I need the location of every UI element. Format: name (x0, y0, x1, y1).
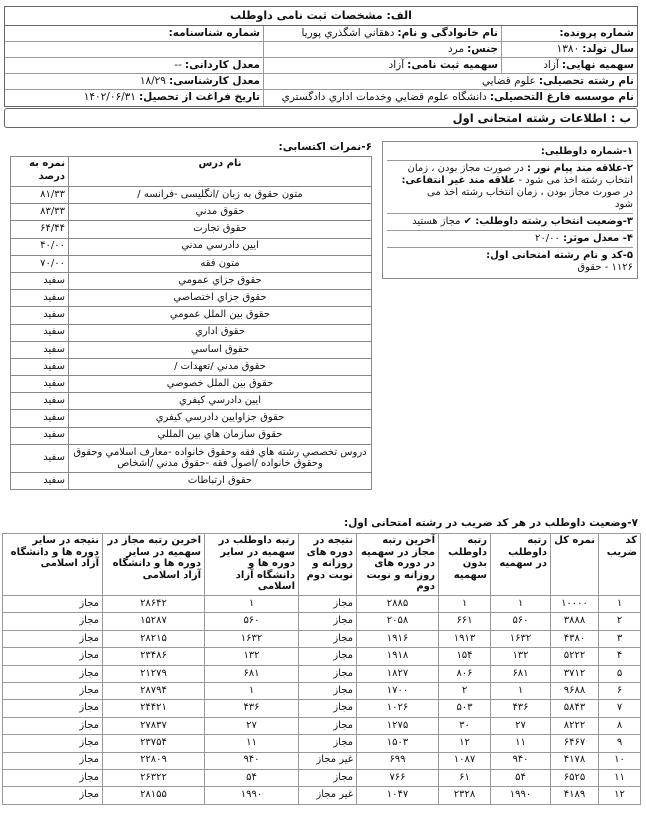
payam-noor-text-b: انتخاب رشته اخذ می شود - (518, 175, 633, 186)
grades-table (10, 156, 372, 490)
payam-noor-label: ۲-علاقه مند پیام نور : (527, 163, 633, 174)
course-grade: سفید (11, 341, 69, 358)
table-row (11, 358, 372, 375)
table-row (11, 238, 372, 255)
table-cell: ۱۳۲ (491, 648, 551, 665)
table-cell: مجاز (3, 700, 103, 717)
table-cell: مجاز (299, 717, 357, 734)
table-cell: ۳ (599, 630, 641, 647)
table-cell: ۱ (491, 682, 551, 699)
table-cell: ۲۳۴۸۶ (103, 648, 205, 665)
table-cell: مجاز (3, 596, 103, 613)
table-cell: مجاز (3, 752, 103, 769)
table-row (11, 427, 372, 444)
gender-value: مرد (448, 42, 465, 55)
table-cell: ۱۳۲ (205, 648, 299, 665)
table-row (3, 735, 641, 752)
table-row (3, 769, 641, 786)
table-cell: ۱۰۸۷ (439, 752, 491, 769)
table-row (3, 700, 641, 717)
table-cell: مجاز (299, 682, 357, 699)
table-cell: ۱۷۰۰ (357, 682, 439, 699)
id-no-label: شماره شناسنامه: (168, 26, 260, 39)
bachelor-avg-value: ۱۸/۲۹ (139, 74, 166, 87)
table-cell: ۶۸۱ (205, 665, 299, 682)
table-cell: ۱۶۳۲ (205, 630, 299, 647)
table-cell: مجاز (3, 630, 103, 647)
table-row (11, 324, 372, 341)
course-name: حقوق بين الملل خصوصي (69, 376, 372, 393)
table-row (3, 613, 641, 630)
non-profit-label: علاقه مند غیر انتفاعی: (401, 175, 516, 186)
table-row (11, 472, 372, 489)
table-cell: ۶۶۱ (439, 613, 491, 630)
table-cell: ۵۶۰ (491, 613, 551, 630)
course-grade: ۴۰/۰۰ (11, 238, 69, 255)
table-cell: ۷ (599, 700, 641, 717)
course-name: متون حقوق به زبان /انگلیسی -فرانسه / (69, 187, 372, 204)
table-cell: ۴۱۷۸ (551, 752, 599, 769)
table-row (11, 255, 372, 272)
gender-label: جنس: (467, 42, 498, 55)
course-grade: سفید (11, 444, 69, 472)
table-cell: ۵ (599, 665, 641, 682)
table-cell: مجاز (3, 648, 103, 665)
course-grade: ۷۰/۰۰ (11, 255, 69, 272)
grades-col-grade: نمره به درصد (11, 157, 69, 187)
table-cell: مجاز (299, 630, 357, 647)
table-row (3, 596, 641, 613)
candidate-info-title: الف: مشخصات ثبت نامی داوطلب (5, 7, 637, 26)
table-cell: ۹۶۸۸ (551, 682, 599, 699)
table-cell: ۲۷۸۳۷ (103, 717, 205, 734)
table-cell: ۱۰۲۶ (357, 700, 439, 717)
course-grade: سفید (11, 427, 69, 444)
table-cell: ۸۲۲۲ (551, 717, 599, 734)
grades-title: ۶-نمرات اکتسابی: (278, 141, 372, 153)
table-row (11, 272, 372, 289)
course-grade: ۶۴/۴۴ (11, 221, 69, 238)
table-cell: ۶۹۹ (357, 752, 439, 769)
table-cell: مجاز (299, 596, 357, 613)
quota-reg-label: سهمیه ثبت نامی: (407, 58, 498, 71)
table-cell: ۲۴۴۲۱ (103, 700, 205, 717)
table-row (3, 752, 641, 769)
table-cell: ۴۱۸۹ (551, 787, 599, 804)
grades-body (11, 187, 372, 490)
table-cell: مجاز (3, 787, 103, 804)
table-cell: مجاز (299, 648, 357, 665)
table-cell: ۱۹۱۳ (439, 630, 491, 647)
coef-col-header: نمره کل (551, 534, 599, 596)
effective-avg-label: ۴- معدل موثر: (563, 233, 633, 244)
table-cell: ۲۸۶۴۲ (103, 596, 205, 613)
table-cell: ۵۰۳ (439, 700, 491, 717)
course-name: ايين دادرسي مدني (69, 238, 372, 255)
table-cell: مجاز (3, 613, 103, 630)
course-name: حقوق اداري (69, 324, 372, 341)
table-cell: ۲۷ (491, 717, 551, 734)
grad-date-label: تاریخ فراغت از تحصیل: (138, 91, 260, 104)
institute-label: نام موسسه فارغ التحصیلی: (489, 91, 634, 104)
name-label: نام خانوادگی و نام: (397, 26, 498, 39)
table-cell: مجاز (299, 735, 357, 752)
table-cell: مجاز (3, 769, 103, 786)
table-cell: ۹ (599, 735, 641, 752)
table-cell: ۲۳۲۸ (439, 787, 491, 804)
non-profit-text-d: شود (615, 199, 633, 210)
grad-date-value: ۱۴۰۲/۰۶/۳۱ (83, 91, 136, 104)
table-cell: ۸۰۶ (439, 665, 491, 682)
table-row (3, 717, 641, 734)
table-cell: مجاز (299, 665, 357, 682)
course-name: حقوق اساسي (69, 341, 372, 358)
course-grade: ۸۳/۳۳ (11, 204, 69, 221)
course-grade: سفید (11, 290, 69, 307)
table-cell: ۸ (599, 717, 641, 734)
selection-status-value: مجاز هستید (412, 216, 461, 227)
table-cell: ۲ (599, 613, 641, 630)
table-cell: مجاز (3, 665, 103, 682)
course-name: حقوق مدني (69, 204, 372, 221)
assoc-avg-value: -- (174, 58, 182, 71)
coef-col-header: اخرین رتبه مجاز در سهمیه در سایر دوره ها و دانشگاه آزاد اسلامی (103, 534, 205, 596)
table-cell: ۲۸۷۹۴ (103, 682, 205, 699)
course-grade: سفید (11, 358, 69, 375)
table-cell: ۴۳۸۰ (551, 630, 599, 647)
table-cell: مجاز (3, 682, 103, 699)
table-cell: ۲۲۸۰۹ (103, 752, 205, 769)
exam-major-value: ۱۱۲۶ - حقوق (577, 262, 633, 273)
course-name: حقوق جزاوايين دادرسي كيفري (69, 410, 372, 427)
course-name: حقوق جزاي عمومي (69, 272, 372, 289)
assoc-avg-label: معدل کاردانی: (184, 58, 260, 71)
course-name: حقوق ارتباطات (69, 472, 372, 489)
table-cell: ۱۰۴۷ (357, 787, 439, 804)
table-row (3, 630, 641, 647)
table-row (11, 290, 372, 307)
table-cell: ۵۲۲۲ (551, 648, 599, 665)
course-name: حقوق سازمان هاي بين المللي (69, 427, 372, 444)
table-cell: ۱۵۰۳ (357, 735, 439, 752)
table-row (11, 376, 372, 393)
coef-col-header: کد ضریب (599, 534, 641, 596)
exam-major-label: ۵-کد و نام رشته امتحانی اول: (486, 250, 633, 261)
table-cell: ۱۹۱۶ (357, 630, 439, 647)
table-cell: ۳۸۸۸ (551, 613, 599, 630)
bachelor-avg-label: معدل کارشناسی: (168, 74, 260, 87)
table-cell: ۱۵۴ (439, 648, 491, 665)
table-row (11, 444, 372, 472)
table-cell: ۶۱ (439, 769, 491, 786)
exam-info-title: ب : اطلاعات رشته امتحانی اول (4, 108, 638, 128)
institute-value: دانشگاه علوم قضايي وخدمات اداري دادگستري (281, 91, 487, 104)
table-cell: ۱۱ (599, 769, 641, 786)
coef-status-header (3, 534, 641, 596)
coef-col-header: رتبه داوطلب بدون سهمیه (439, 534, 491, 596)
table-cell: ۱۹۹۰ (205, 787, 299, 804)
course-name: حقوق مدني /تعهدات / (69, 358, 372, 375)
quota-final-value: آزاد (543, 58, 559, 71)
file-no-label: شماره پرونده: (559, 26, 634, 39)
quota-reg-value: آزاد (388, 58, 405, 71)
table-cell: ۷۶۶ (357, 769, 439, 786)
course-name: ايين دادرسي كيفري (69, 393, 372, 410)
table-cell: غیر مجاز (299, 752, 357, 769)
major-label: نام رشته تحصیلی: (538, 74, 634, 87)
payam-noor-text-a: در صورت مجاز بودن ، زمان (407, 163, 524, 174)
table-cell: ۱۲ (599, 787, 641, 804)
course-name: متون فقه (69, 255, 372, 272)
table-cell: ۱۸۲۷ (357, 665, 439, 682)
selection-status-label: ۳-وضعیت انتخاب رشته داوطلب: (475, 216, 633, 227)
course-grade: سفید (11, 410, 69, 427)
table-cell: ۱۱ (205, 735, 299, 752)
table-cell: ۴ (599, 648, 641, 665)
course-grade: سفید (11, 472, 69, 489)
table-cell: ۱۱ (491, 735, 551, 752)
table-cell: ۹۴۰ (491, 752, 551, 769)
table-cell: مجاز (3, 735, 103, 752)
course-grade: سفید (11, 324, 69, 341)
table-cell: ۳۰ (439, 717, 491, 734)
table-cell: ۱۰۰۰۰ (551, 596, 599, 613)
table-cell: ۲۸۲۱۵ (103, 630, 205, 647)
birth-year-value: ۱۳۸۰ (556, 42, 580, 55)
table-cell: ۲ (439, 682, 491, 699)
table-cell: ۱ (205, 596, 299, 613)
table-cell: ۵۸۴۳ (551, 700, 599, 717)
table-row (11, 307, 372, 324)
effective-avg-value: ۲۰/۰۰ (535, 233, 560, 244)
table-cell: ۲۷ (205, 717, 299, 734)
table-cell: ۲۱۲۷۹ (103, 665, 205, 682)
course-grade: ۸۱/۳۳ (11, 187, 69, 204)
course-grade: سفید (11, 272, 69, 289)
quota-final-label: سهمیه نهایی: (561, 58, 634, 71)
coef-col-header: نتیجه در دوره های روزانه و نوبت دوم (299, 534, 357, 596)
table-cell: ۱۲۷۵ (357, 717, 439, 734)
table-cell: ۱۹۹۰ (491, 787, 551, 804)
table-row (11, 410, 372, 427)
coef-status-body (3, 596, 641, 805)
table-cell: ۱ (491, 596, 551, 613)
table-row (11, 393, 372, 410)
table-cell: مجاز (299, 769, 357, 786)
table-cell: ۱۲ (439, 735, 491, 752)
non-profit-text-c: در صورت مجاز بودن ، زمان انتخاب رشته اخذ می (426, 187, 633, 198)
candidate-info-section (4, 6, 638, 107)
table-row (11, 341, 372, 358)
table-row (3, 648, 641, 665)
table-cell: ۱ (599, 596, 641, 613)
check-icon: ✔ (463, 216, 473, 227)
table-cell: ۲۰۵۸ (357, 613, 439, 630)
table-cell: ۶۴۶۷ (551, 735, 599, 752)
table-cell: ۶۸۱ (491, 665, 551, 682)
course-grade: سفید (11, 376, 69, 393)
table-cell: ۱۰ (599, 752, 641, 769)
table-cell: غیر مجاز (299, 787, 357, 804)
coef-col-header: آخرین رتبه مجاز در سهمیه در دوره های روزانه و نوبت دوم (357, 534, 439, 596)
table-row (11, 204, 372, 221)
course-name: حقوق بين الملل عمومي (69, 307, 372, 324)
coef-status-title: ۷-وضعیت داوطلب در هر کد ضریب در رشته امتحانی اول: (344, 517, 638, 529)
table-cell: ۱۹۱۸ (357, 648, 439, 665)
table-cell: ۲۸۸۵ (357, 596, 439, 613)
table-cell: ۵۶۰ (205, 613, 299, 630)
table-cell: ۵۴ (205, 769, 299, 786)
grades-col-name: نام درس (69, 157, 372, 187)
major-value: علوم قضايي (481, 74, 536, 87)
table-cell: ۵۴ (491, 769, 551, 786)
table-cell: مجاز (299, 613, 357, 630)
coef-col-header: رتبه داوطلب در سهمیه (491, 534, 551, 596)
table-cell: مجاز (299, 700, 357, 717)
name-value: دهقاني اشگذري پوريا (301, 26, 395, 39)
table-cell: ۹۴۰ (205, 752, 299, 769)
birth-year-label: سال تولد: (582, 42, 634, 55)
coef-col-header: نتیجه در سایر دوره ها و دانشگاه آزاد اسلامی (3, 534, 103, 596)
table-cell: ۱۶۳۲ (491, 630, 551, 647)
table-cell: ۱۵۲۸۷ (103, 613, 205, 630)
coef-status-table (2, 533, 641, 805)
course-name: حقوق جزاي اختصاصي (69, 290, 372, 307)
course-name: حقوق تجارت (69, 221, 372, 238)
table-cell: ۳۷۱۲ (551, 665, 599, 682)
table-cell: ۴۳۶ (205, 700, 299, 717)
course-grade: سفید (11, 393, 69, 410)
table-row (3, 665, 641, 682)
candidate-number-label: ۱-شماره داوطلبی: (540, 146, 633, 157)
table-cell: ۱ (205, 682, 299, 699)
table-cell: ۲۸۱۵۵ (103, 787, 205, 804)
course-grade: سفید (11, 307, 69, 324)
exam-status-box (382, 141, 638, 279)
table-cell: ۲۳۷۵۴ (103, 735, 205, 752)
coef-col-header: رتبه داوطلب در سهمیه در سایر دوره ها و دانشگاه آزاد اسلامی (205, 534, 299, 596)
table-cell: ۲۶۳۲۲ (103, 769, 205, 786)
table-cell: ۱ (439, 596, 491, 613)
course-name: دروس تخصصي رشته هاي فقه وحقوق خانواده -معارف اسلامي وحقوق وحقوق خانواده /اصول فقه -حقوق مدني /اشخاص (69, 444, 372, 472)
table-row (3, 682, 641, 699)
table-cell: ۴۳۶ (491, 700, 551, 717)
table-row (3, 787, 641, 804)
table-cell: ۶۵۲۵ (551, 769, 599, 786)
table-row (11, 187, 372, 204)
table-cell: مجاز (3, 717, 103, 734)
table-row (11, 221, 372, 238)
table-cell: ۶ (599, 682, 641, 699)
